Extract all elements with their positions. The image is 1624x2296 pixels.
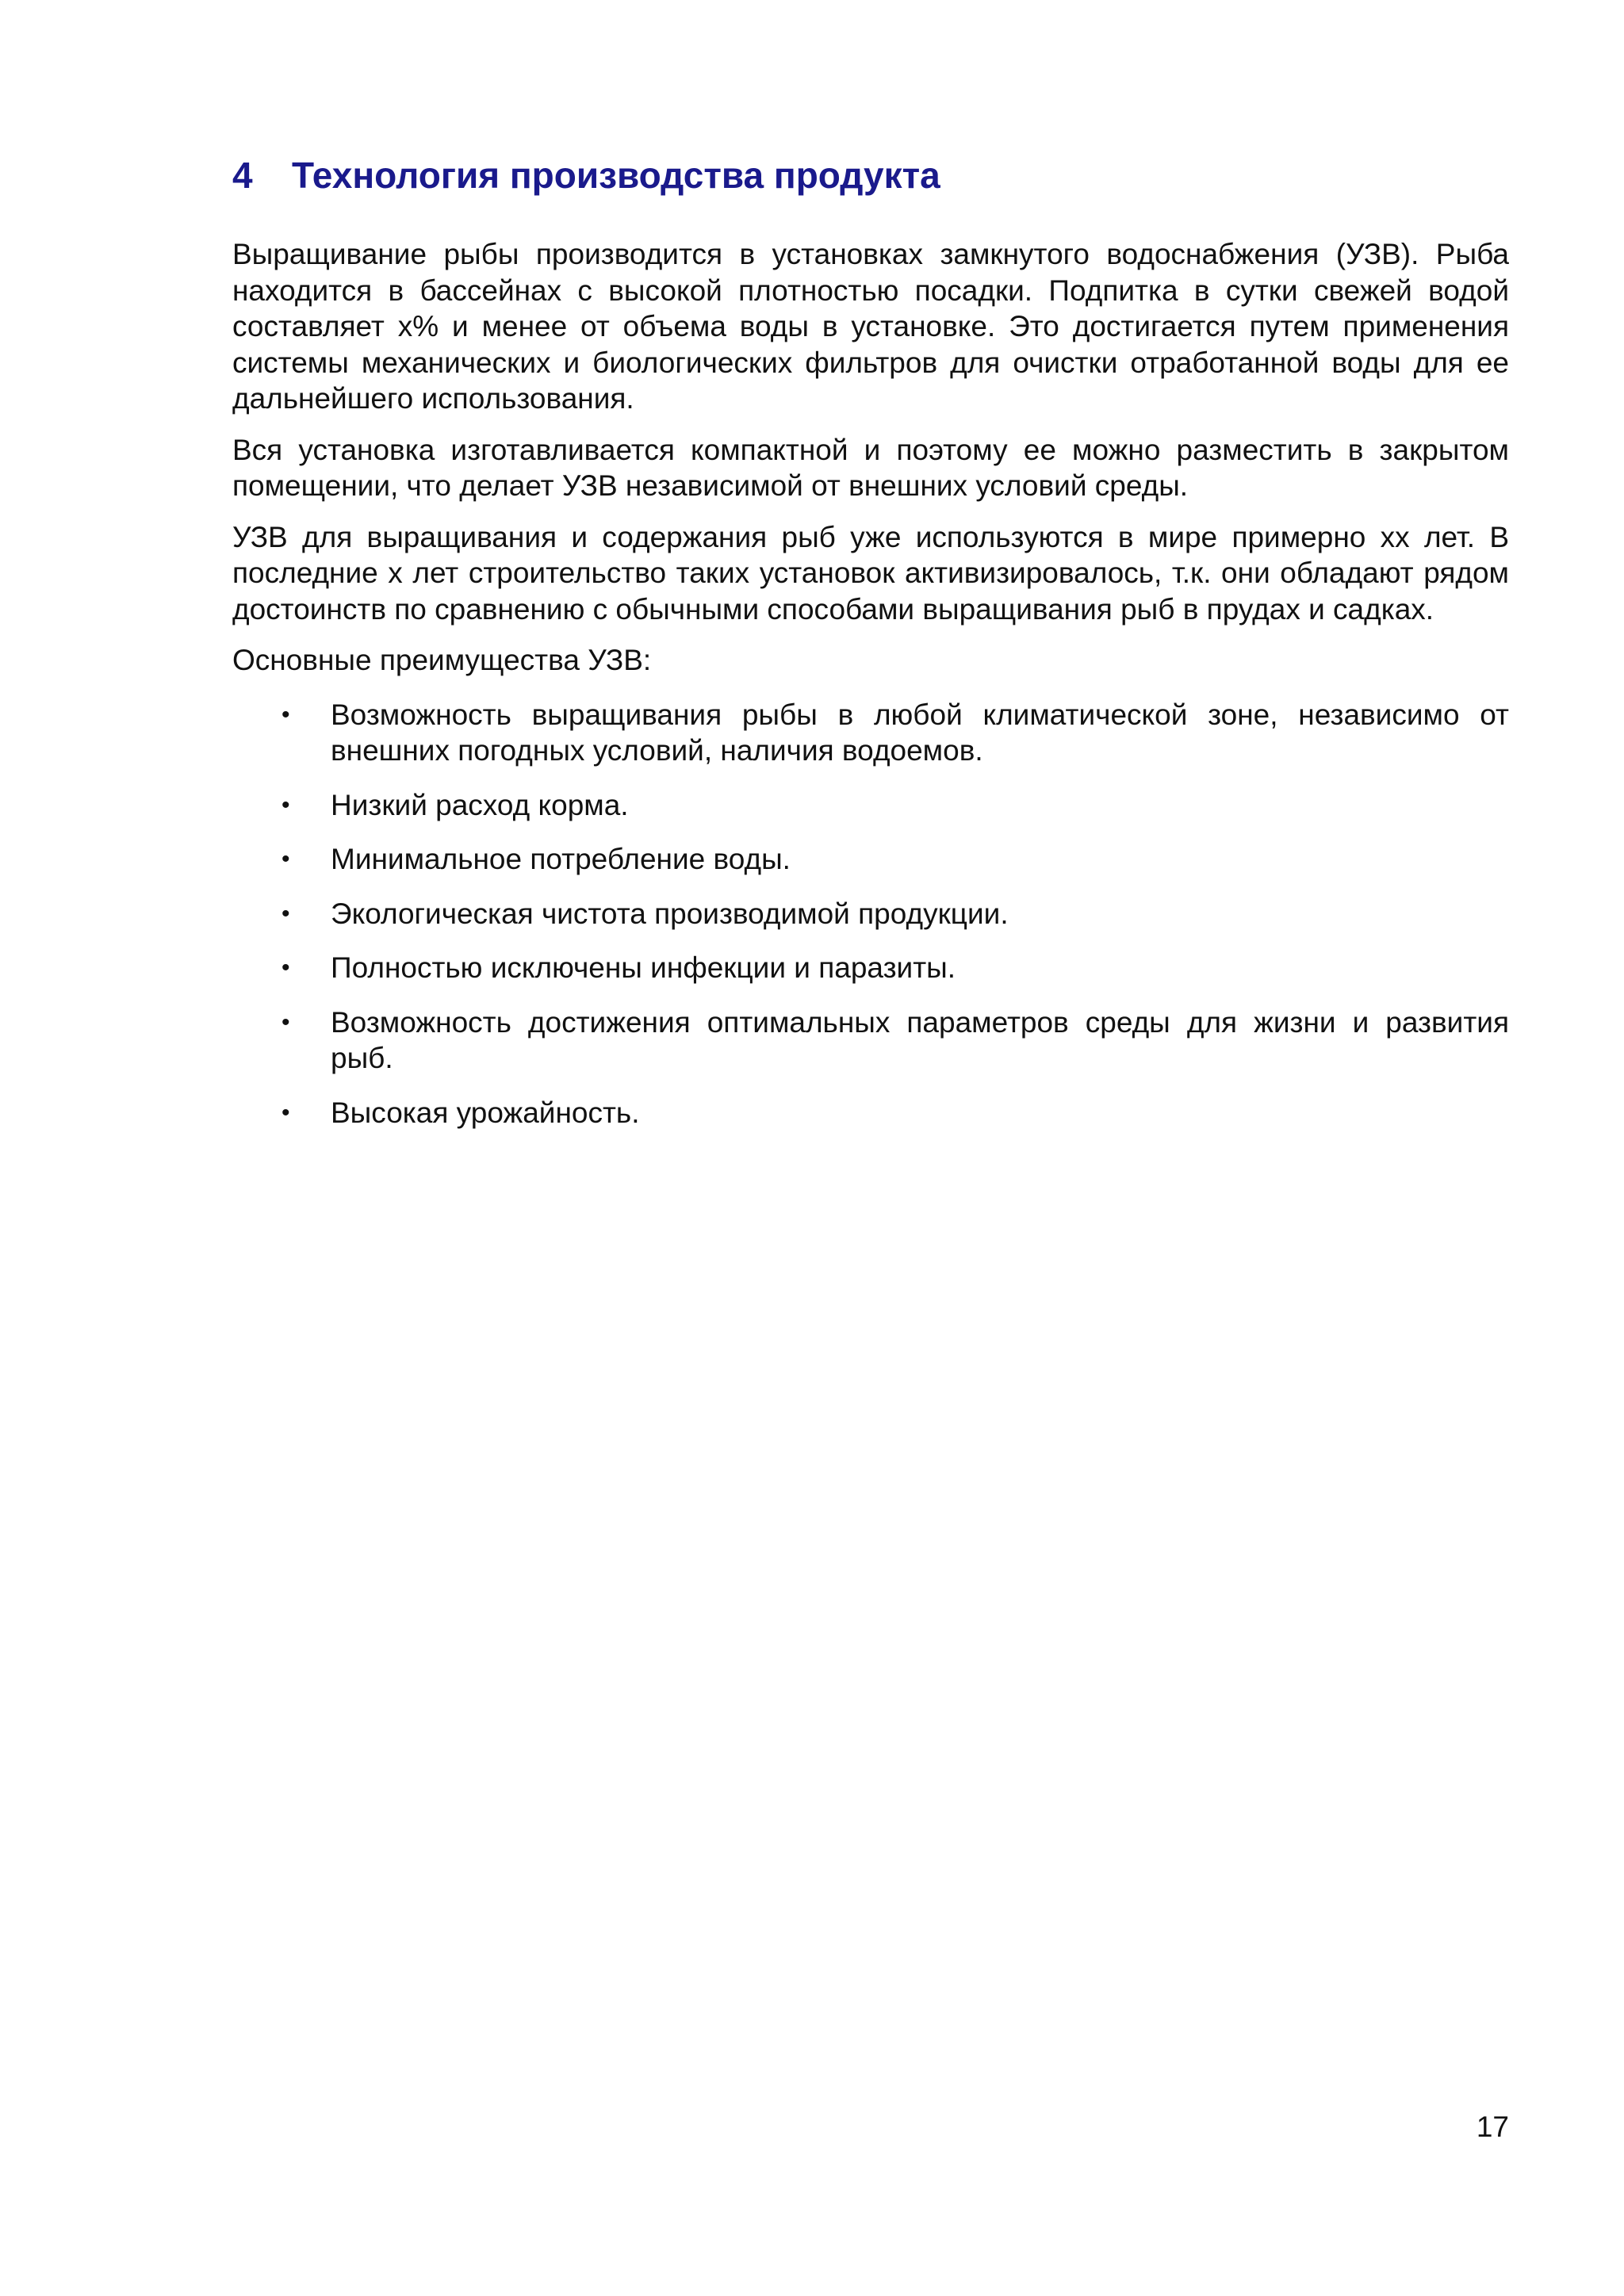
bullet-icon: • [282,900,290,927]
paragraph-compact-installation: Вся установка изготавливается компактной и поэтому ее можно разместить в закрытом помещении, что делает УЗВ независимой от внешних условий среды. [232,433,1509,502]
list-item-text: Возможность выращивания рыбы в любой климатической зоне, независимо от внешних погодных условий, наличия водоемов. [331,698,1509,767]
list-item-text: Низкий расход корма. [331,788,629,821]
bullet-icon: • [282,1099,290,1126]
list-item [232,841,1509,878]
list-item [232,697,1509,769]
paragraph-advantages-intro: Основные преимущества УЗВ: [232,644,652,676]
list-item [232,1095,1509,1131]
page-content [232,151,1509,1149]
list-item-text: Минимальное потребление воды. [331,843,791,875]
list-item [232,1004,1509,1077]
list-item [232,950,1509,986]
list-item [232,896,1509,932]
bullet-icon: • [282,1008,290,1035]
advantages-list [232,697,1509,1131]
section-title: Технология производства продукта [292,155,940,196]
bullet-icon: • [282,955,290,981]
list-item-text: Экологическая чистота производимой продукции. [331,897,1009,930]
bullet-icon: • [282,846,290,872]
list-item-text: Высокая урожайность. [331,1096,640,1129]
paragraph-ras-history: УЗВ для выращивания и содержания рыб уже используются в мире примерно xx лет. В последние x лет строительство таких установок активизировалось, т.к. они обладают рядом достоинств по сравнению с обычными способами выращивания рыб в прудах и садках. [232,520,1509,626]
section-heading [232,151,1509,200]
section-number: 4 [232,155,253,196]
list-item [232,787,1509,824]
list-item-text: Полностью исключены инфекции и паразиты. [331,951,956,984]
paragraph-ras-description: Выращивание рыбы производится в установках замкнутого водоснабжения (УЗВ). Рыба находится в бассейнах с высокой плотностью посадки. Подпитка в сутки свежей водой составляет x% и менее от объема воды в установке. Это достигается путем применения системы механических и биологических фильтров для очистки отработанной воды для ее дальнейшего использования. [232,238,1509,415]
page-number: 17 [1476,2110,1509,2143]
bullet-icon: • [282,791,290,818]
bullet-icon: • [282,701,290,728]
list-item-text: Возможность достижения оптимальных параметров среды для жизни и развития рыб. [331,1005,1509,1074]
